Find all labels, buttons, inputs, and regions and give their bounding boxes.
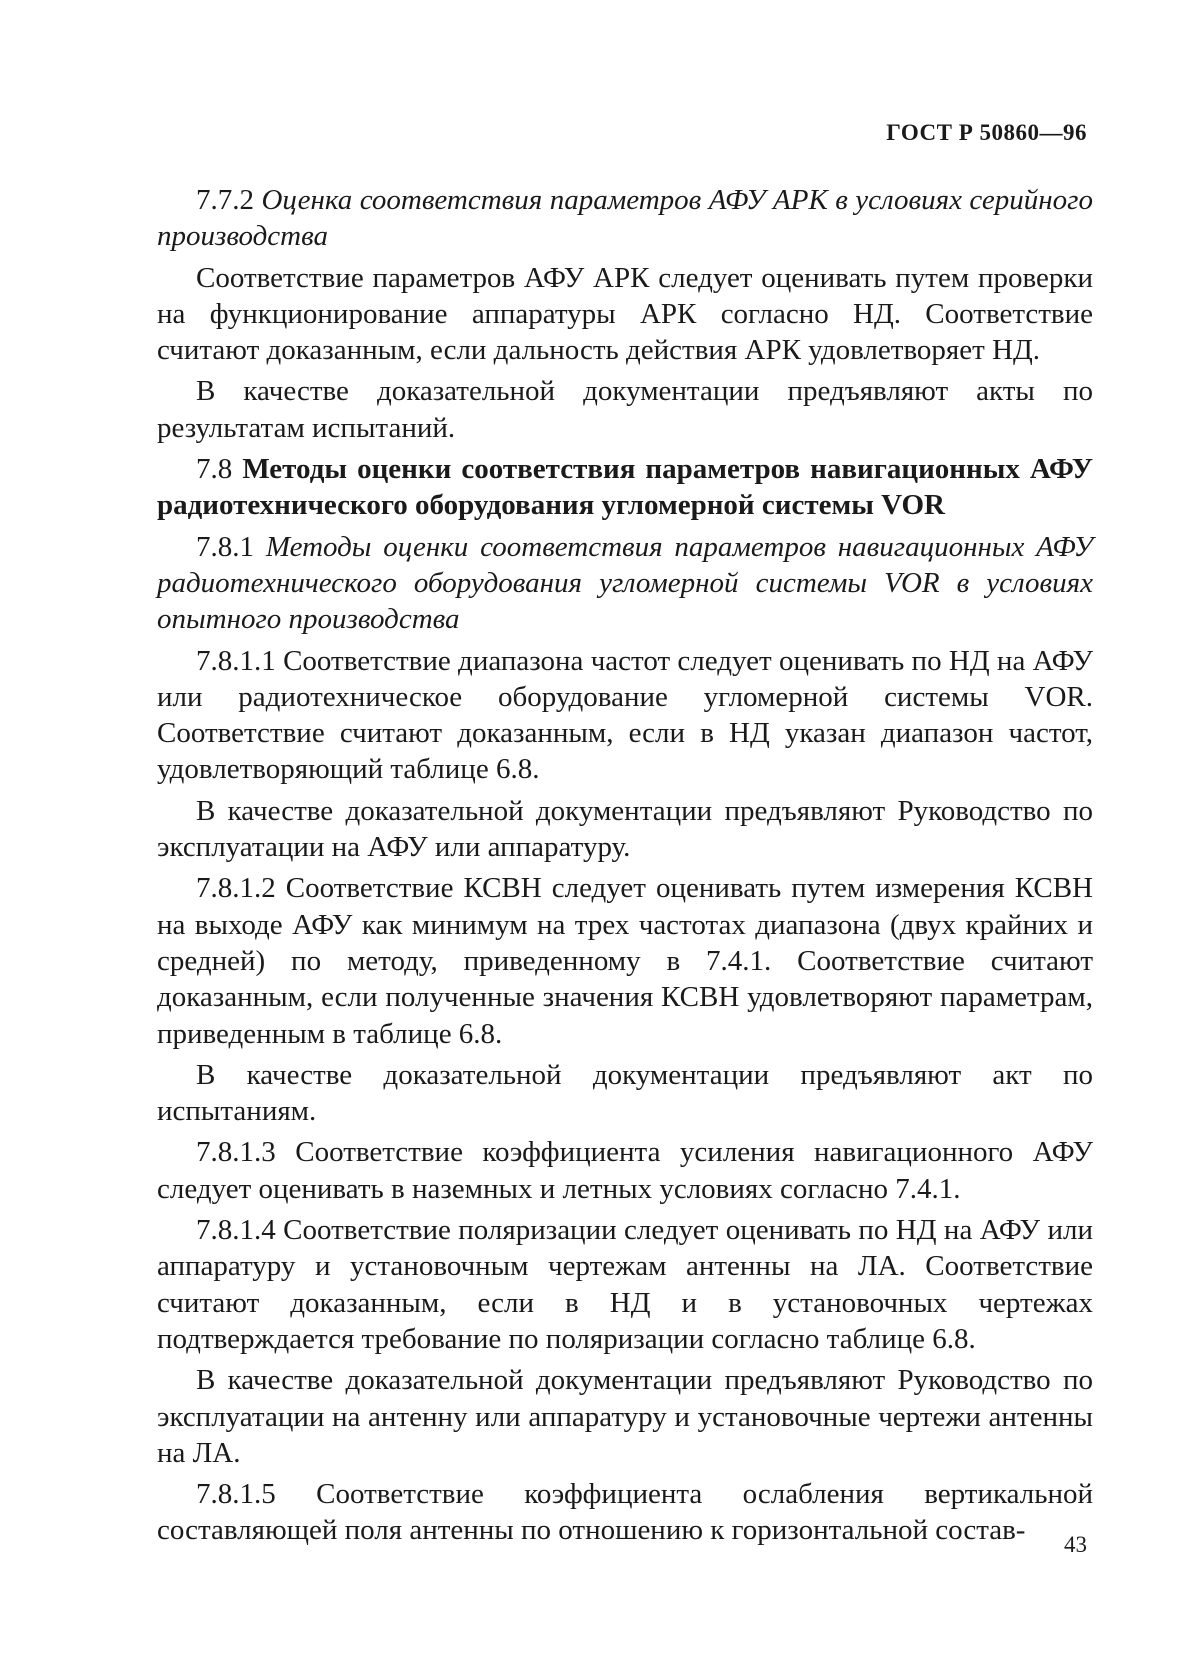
paragraph-text: Соответствие коэффициента ослабления вертикальной составляющей поля антенны по отношению к горизонтальной состав- [157, 1478, 1094, 1547]
section-number: 7.8.1.3 [196, 1136, 276, 1169]
paragraph-text: Соответствие поляризации следует оценивать по НД на АФУ или аппаратуру и установочным чертежам антенны на ЛА. Соответствие считают доказанным, если в НД и в установочных чертежах подтверждается требование по поляризации согласно таблице 6.8. [157, 1214, 1094, 1355]
paragraph-text: В качестве доказательной документации предъявляют Руководство по эксплуатации на антенну или аппаратуру и установочные чертежи антенны на ЛА. [157, 1364, 1093, 1469]
section-number: 7.8.1 [196, 530, 254, 563]
paragraph-7-8-1 [157, 529, 1093, 638]
paragraph [157, 260, 1093, 369]
paragraph-text: Соответствие параметров АФУ АРК следует оценивать путем проверки на функционирование аппаратуры АРК согласно НД. Соответствие считают доказанным, если дальность действия АРК удовлетворяет НД. [157, 261, 1093, 367]
paragraph-7-7-2 [157, 182, 1093, 255]
paragraph-7-8-1-4 [157, 1212, 1093, 1357]
paragraph-text: В качестве доказательной документации предъявляют Руководство по эксплуатации на АФУ или аппаратуру. [157, 794, 1093, 864]
paragraph-text: Соответствие КСВН следует оценивать путем измерения КСВН на выходе АФУ как минимум на трех частотах диапазона (двух крайних и средней) по методу, приведенному в 7.4.1. Соответствие считают доказанным, если полученные значения КСВН удовлетворяют параметрам, приведенным в таблице 6.8. [157, 872, 1093, 1050]
section-heading: Методы оценки соответствия параметров навигационных АФУ радиотехнического оборудования угломерной системы VOR [157, 453, 1094, 522]
section-number: 7.8.1.2 [196, 872, 276, 905]
section-number: 7.8.1.1 [196, 644, 276, 677]
section-heading: Методы оценки соответствия параметров навигационных АФУ радиотехнического оборудования угломерной системы VOR в условиях опытного производства [157, 530, 1094, 636]
paragraph-7-8-1-3 [157, 1134, 1093, 1207]
paragraph-7-8-1-2 [157, 870, 1093, 1051]
paragraph [157, 1057, 1093, 1130]
page-number: 43 [1064, 1532, 1087, 1557]
paragraph-7-8-1-5 [157, 1476, 1093, 1549]
document-header: ГОСТ Р 50860—96 [886, 120, 1087, 145]
paragraph [157, 793, 1093, 866]
section-number: 7.8 [196, 453, 233, 486]
paragraph-text: В качестве доказательной документации предъявляют акты по результатам испытаний. [157, 375, 1093, 444]
paragraph-text: Соответствие коэффициента усиления навигационного АФУ следует оценивать в наземных и летных условиях согласно 7.4.1. [157, 1136, 1093, 1205]
paragraph-7-8 [157, 451, 1093, 524]
section-number: 7.8.1.5 [196, 1478, 276, 1511]
paragraph [157, 373, 1093, 446]
section-heading: Оценка соответствия параметров АФУ АРК в условиях серийного производства [157, 184, 1093, 253]
section-number: 7.7.2 [196, 184, 254, 216]
paragraph-7-8-1-1 [157, 643, 1093, 788]
paragraph-text: Соответствие диапазона частот следует оценивать по НД на АФУ или радиотехническое оборудование угломерной системы VOR. Соответствие считают доказанным, если в НД указан диапазон частот, удовлетворяющий таблице 6.8. [157, 644, 1093, 786]
document-body [157, 182, 1093, 1554]
paragraph [157, 1362, 1093, 1471]
section-number: 7.8.1.4 [196, 1214, 276, 1247]
paragraph-text: В качестве доказательной документации предъявляют акт по испытаниям. [157, 1058, 1093, 1128]
